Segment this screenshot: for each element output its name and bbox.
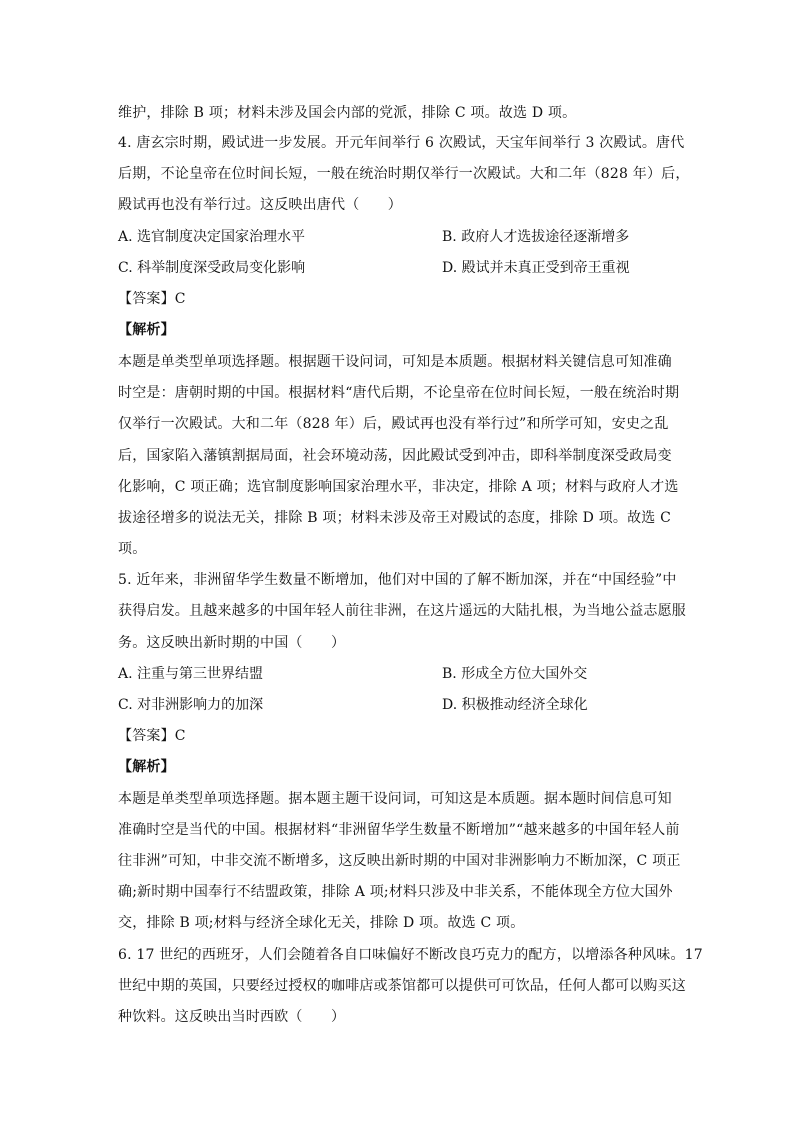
q5-analysis-line-1: 本题是单类型单项选择题。据本题主题干设问词，可知这是本质题。据本题时间信息可知 [118,791,672,807]
q5-analysis-line-3: 往非洲”可知，中非交流不断增多，这反映出新时期的中国对非洲影响力不断加深，C 项正 [118,853,681,869]
q4-analysis-line-5: 化影响，C 项正确；选官制度影响国家治理水平，非决定，排除 A 项；材料与政府人才选 [118,479,679,495]
q4-analysis-line-2: 时空是：唐朝时期的中国。根据材料“唐代后期，不论皇帝在位时间长短，一般在统治时期 [118,385,680,401]
q4-stem-line-3: 殿试再也没有举行过。这反映出唐代（ ） [118,197,402,213]
q4-option-b: B. 政府人才选拔途径逐渐增多 [442,229,630,245]
q4-answer: 【答案】C [118,291,186,307]
q5-stem-line-3: 务。这反映出新时期的中国（ ） [118,635,346,651]
prev-analysis-end: 维护，排除 B 项；材料未涉及国会内部的党派，排除 C 项。故选 D 项。 [118,105,577,121]
q5-answer: 【答案】C [118,728,186,744]
q5-option-a: A. 注重与第三世界结盟 [118,666,264,682]
q5-stem-line-2: 获得启发。且越来越多的中国年轻人前往非洲，在这片遥远的大陆扎根，为当地公益志愿服 [118,603,686,619]
q5-analysis-line-2: 准确时空是当代的中国。根据材料“非洲留华学生数量不断增加”“越来越多的中国年轻人前 [118,822,680,838]
q5-stem-line-1: 5. 近年来，非洲留华学生数量不断增加，他们对中国的了解不断加深，并在“中国经验”中 [118,572,677,588]
q4-analysis-line-1: 本题是单类型单项选择题。根据题干设问词，可知是本质题。根据材料关键信息可知准确 [118,354,672,370]
q5-analysis-line-4: 确;新时期中国奉行不结盟政策，排除 A 项;材料只涉及中非关系，不能体现全方位大国外 [118,884,673,900]
q6-stem-line-1: 6. 17 世纪的西班牙，人们会随着各自口味偏好不断改良巧克力的配方，以增添各种风味。17 [118,947,703,963]
q4-stem-line-2: 后期，不论皇帝在位时间长短，一般在统治时期仅举行一次殿试。大和二年（828 年）后， [118,166,690,182]
q4-stem-line-1: 4. 唐玄宗时期，殿试进一步发展。开元年间举行 6 次殿试，天宝年间举行 3 次殿试。唐代 [118,135,685,151]
q5-option-c: C. 对非洲影响力的加深 [118,697,264,713]
q5-analysis-label: 【解析】 [118,759,175,775]
q4-option-a: A. 选官制度决定国家治理水平 [118,229,306,245]
q6-stem-line-2: 世纪中期的英国，只要经过授权的咖啡店或茶馆都可以提供可可饮品，任何人都可以购买这 [118,978,686,994]
q4-analysis-label: 【解析】 [118,322,175,338]
q4-analysis-line-3: 仅举行一次殿试。大和二年（828 年）后，殿试再也没有举行过”和所学可知，安史之乱 [118,416,669,432]
q4-option-c: C. 科举制度深受政局变化影响 [118,260,306,276]
q4-analysis-line-4: 后，国家陷入藩镇割据局面，社会环境动荡，因此殿试受到冲击，即科举制度深受政局变 [118,448,672,464]
q5-option-b: B. 形成全方位大国外交 [442,666,588,682]
q5-option-d: D. 积极推动经济全球化 [442,697,588,713]
q4-analysis-line-6: 拔途径增多的说法无关，排除 B 项；材料未涉及帝王对殿试的态度，排除 D 项。故选 C [118,510,672,526]
q6-stem-line-3: 种饮料。这反映出当时西欧（ ） [118,1009,346,1025]
q5-analysis-line-5: 交，排除 B 项;材料与经济全球化无关，排除 D 项。故选 C 项。 [118,915,525,931]
q4-option-d: D. 殿试并未真正受到帝王重视 [442,260,630,276]
q4-analysis-line-7: 项。 [118,541,147,557]
